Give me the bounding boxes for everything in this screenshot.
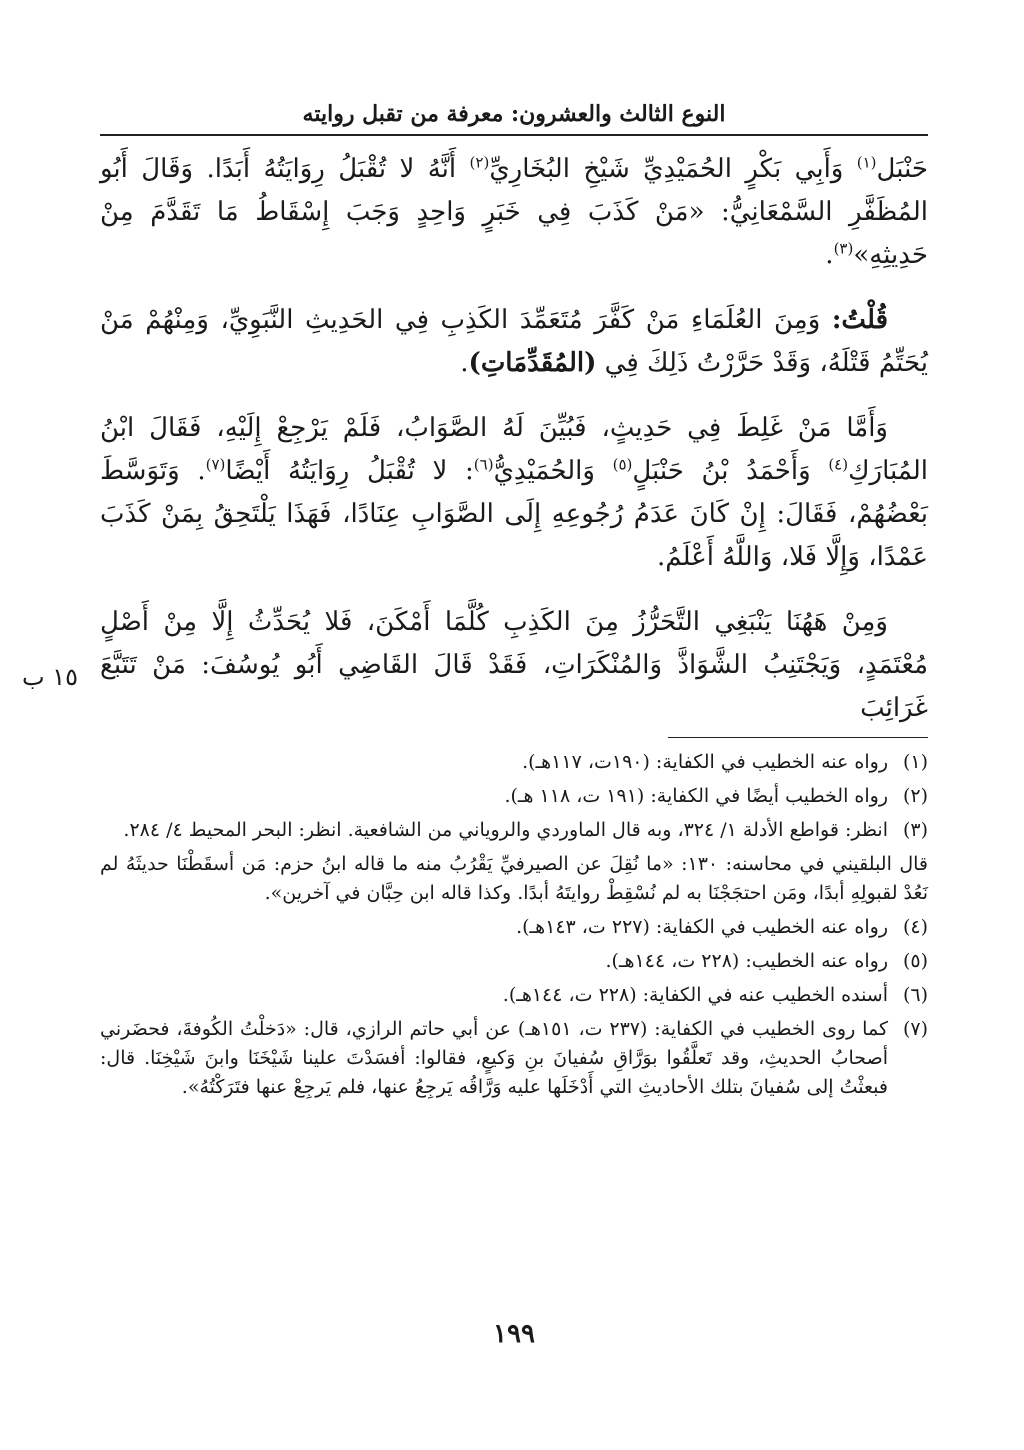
text-span: وَمِنَ العُلَمَاءِ مَنْ كَفَّرَ مُتَعَمِّدَ الكَذِبِ فِي الحَدِيثِ النَّبَوِيِّ، وَمِنْهُمْ مَنْ يُحَتِّمُ قَتْلَهُ، وَقَدْ حَرَّرْتُ ذَلِكَ فِي: [100, 305, 928, 378]
footnote-3-continuation: قال البلقيني في محاسنه: ١٣٠: «ما نُقِلَ عن الصيرفيِّ يَقْرُبُ منه ما قاله ابنُ حزم: مَن أسقَطْنَا حديثَهُ لم نَعُدْ لقبولِهِ أبدًا، ومَن احتجَجْنَا به لم نُسْقِطْ روايتَهُ أبدًا. وكذا قاله ابن حِبَّان في آخرين».: [100, 853, 928, 904]
footnote-7: [100, 1015, 928, 1102]
footnote-ref-4[interactable]: (٤): [828, 455, 849, 474]
manuscript-folio-note: ١٥ ب: [21, 663, 78, 691]
footnote-6: [100, 981, 928, 1010]
page-number: ١٩٩: [493, 1319, 535, 1349]
header-rule: [100, 134, 928, 136]
footnote-ref-2[interactable]: (٢): [469, 153, 490, 172]
footnote-number: (٥): [902, 950, 928, 972]
footnote-text: انظر: قواطع الأدلة ١/ ٣٢٤، وبه قال الماوردي والروياني من الشافعية. انظر: البحر المحيط ٤/ ٢٨٤.: [123, 819, 888, 841]
footnote-number: (٤): [902, 916, 928, 938]
footnote-3: [100, 816, 928, 845]
footnote-text: أسنده الخطيب عنه في الكفاية: (٢٢٨ ت، ١٤٤هـ).: [502, 984, 888, 1006]
paragraph-4: [100, 601, 928, 730]
footnote-text: رواه عنه الخطيب في الكفاية: (١٩٠ت، ١١٧هـ).: [522, 751, 888, 773]
paragraph-2: [100, 299, 928, 385]
footnote-ref-5[interactable]: (٥): [612, 455, 633, 474]
footnote-number: (٢): [902, 785, 928, 807]
footnote-5: [100, 947, 928, 976]
footnote-number: (٣): [902, 819, 928, 841]
footnote-ref-1[interactable]: (١): [856, 153, 877, 172]
paragraph-3: [100, 407, 928, 579]
text-span: . وَتَوَسَّطَ بَعْضُهُمْ، فَقَالَ: إِنْ كَانَ عَدَمُ رُجُوعِهِ إِلَى الصَّوَابِ عِنَادًا، فَهَذَا يَلْتَحِقُ بِمَنْ كَذَبَ عَمْدًا، وَإِلَّا فَلا، وَاللَّهُ أَعْلَمُ.: [100, 456, 928, 572]
footnote-number: (١): [902, 751, 928, 773]
text-span: وَأَحْمَدُ بْنُ حَنْبَلٍ: [632, 456, 829, 486]
text-span: وَأَمَّا مَنْ غَلِطَ فِي حَدِيثٍ، فَبُيِّنَ لَهُ الصَّوَابُ، فَلَمْ يَرْجِعْ إِلَيْهِ، فَقَالَ ابْنُ المُبَارَكِ: [100, 413, 929, 486]
footnote-text: رواه عنه الخطيب في الكفاية: (٢٢٧ ت، ١٤٣هـ).: [516, 916, 888, 938]
footnote-2: [100, 782, 928, 811]
footnote-separator: [668, 737, 928, 738]
footnote-number: (٧): [902, 1018, 928, 1040]
running-header: النوع الثالث والعشرون: معرفة من تقبل روايته: [302, 101, 726, 127]
footnote-ref-7[interactable]: (٧): [205, 455, 226, 474]
paragraph-lead: قُلْتُ:: [831, 305, 888, 335]
text-span: وَالحُمَيْدِيُّ: [493, 456, 613, 486]
footnote-text: رواه الخطيب أيضًا في الكفاية: (١٩١ ت، ١١٨ هـ).: [504, 785, 888, 807]
footnote-number: (٦): [902, 984, 928, 1006]
footnote-text: رواه عنه الخطيب: (٢٢٨ ت، ١٤٤هـ).: [605, 950, 888, 972]
paragraph-1: [100, 148, 928, 277]
text-span: وَمِنْ هَهُنَا يَنْبَغِي التَّحَرُّزُ مِنَ الكَذِبِ كُلَّمَا أَمْكَنَ، فَلا يُحَدِّثُ إِلَّا مِنْ أَصْلٍ مُعْتَمَدٍ، وَيَجْتَنِبُ الشَّوَاذَّ وَالمُنْكَرَاتِ، فَقَدْ قَالَ القَاضِي أَبُو يُوسُفَ: مَنْ تَتَبَّعَ غَرَائِبَ: [100, 607, 928, 723]
footnote-1: [100, 748, 928, 777]
text-span: حَنْبَل: [876, 154, 928, 184]
main-text: [100, 148, 928, 752]
footnotes: [100, 748, 928, 1107]
text-span: أَنَّهُ لا تُقْبَلُ رِوَايَتُهُ أَبَدًا. وَقَالَ أَبُو المُظَفَّرِ السَّمْعَانِيُّ: «مَنْ كَذَبَ فِي خَبَرٍ وَاحِدٍ وَجَبَ إِسْقَاطُ مَا تَقَدَّمَ مِنْ حَدِيثِهِ»: [100, 154, 928, 270]
footnote-ref-6[interactable]: (٦): [473, 455, 494, 474]
text-span: .: [825, 240, 834, 270]
text-span: .: [460, 348, 469, 378]
footnote-text: كما روى الخطيب في الكفاية: (٢٣٧ ت، ١٥١هـ) عن أبي حاتم الرازي، قال: «دَخلْتُ الكُوفةَ، فحضَرني أصحابُ الحديثِ، وقد تَعلَّقُوا بوَرَّاقِ سُفيانَ بنِ وَكيعٍ، فقالوا: أفسَدْتَ علينا شَيْخَنَا وابنَ شَيْخِنَا. قال: فبعثْتُ إلى سُفيانَ بتلك الأحاديثِ التي أَدْخَلَها عليه وَرَّاقُه يَرجِعُ عنها، فلم يَرجِعْ عنها فتَرَكْتُهُ».: [100, 1018, 889, 1098]
book-reference: (المُقَدِّمَاتِ): [468, 348, 597, 378]
text-span: وَأَبِي بَكْرٍ الحُمَيْدِيِّ شَيْخِ البُخَارِيِّ: [489, 154, 857, 184]
footnote-4: [100, 913, 928, 942]
text-span: : لا تُقْبَلُ رِوَايَتُهُ أَيْضًا: [225, 456, 474, 486]
footnote-ref-3[interactable]: (٣): [833, 239, 854, 258]
